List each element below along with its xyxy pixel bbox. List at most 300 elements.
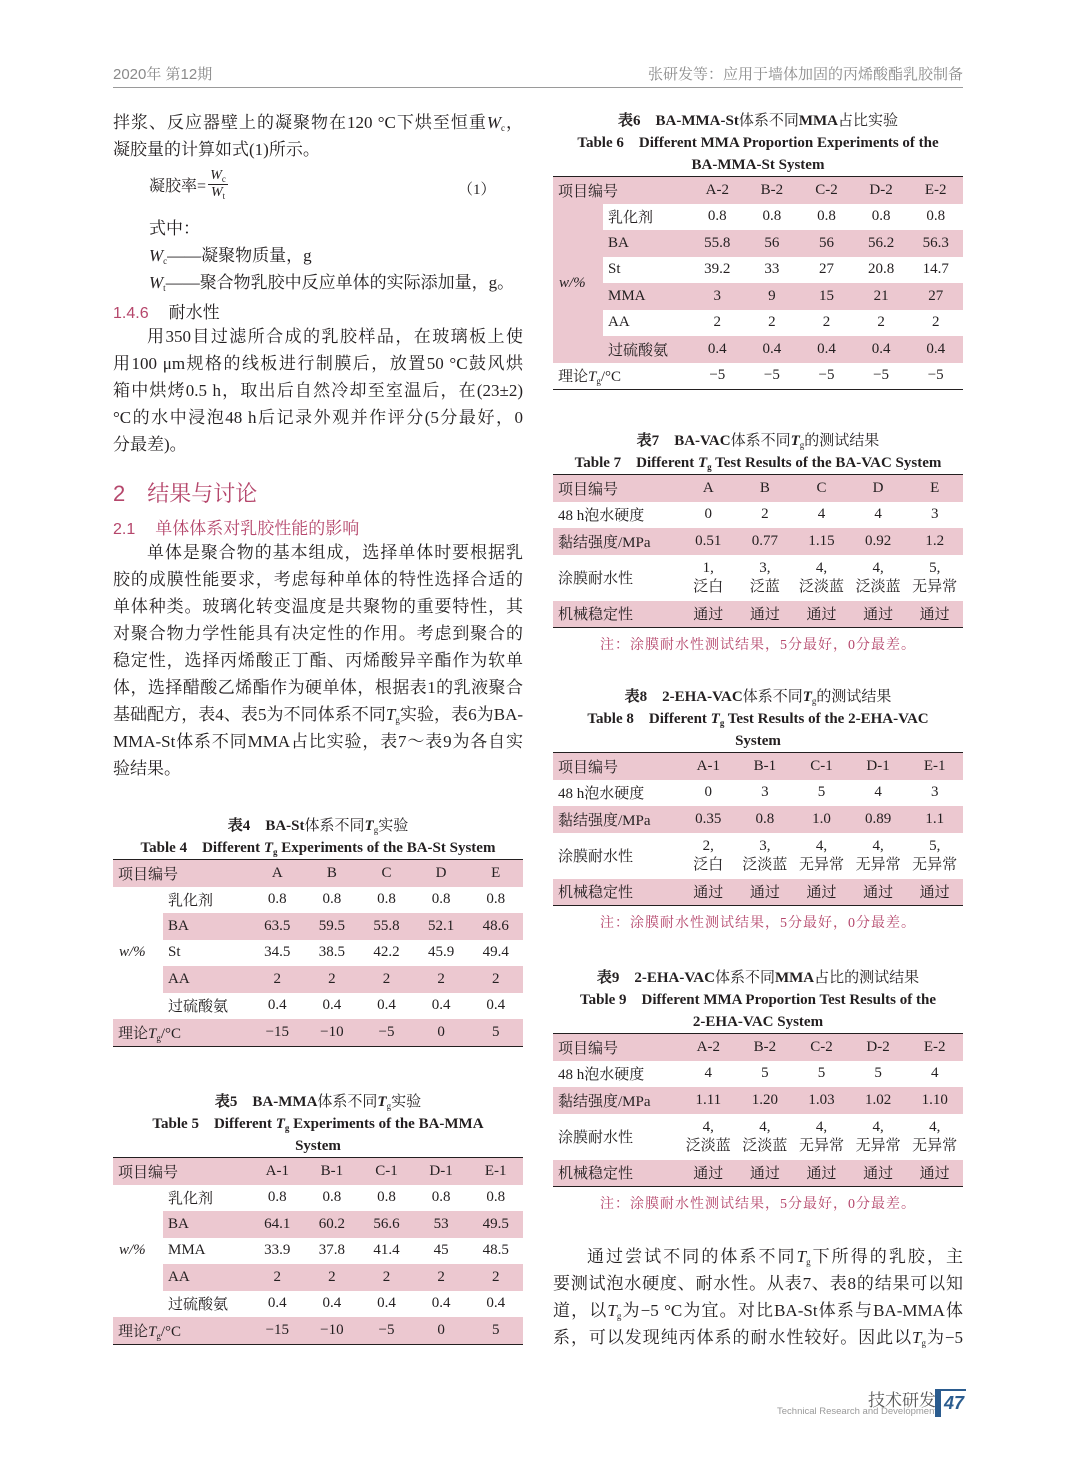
row-label: St	[168, 944, 181, 961]
text-run: 体系不同	[317, 1094, 378, 1110]
variable-symbol: T	[385, 705, 396, 724]
bold-run: MMA	[798, 113, 838, 129]
cell-value: 2	[713, 314, 722, 331]
cell-value: 0	[704, 506, 713, 523]
variable	[698, 455, 712, 471]
variable-subscript: t	[222, 191, 226, 201]
cell-value: 0.8	[322, 1189, 342, 1206]
text-run: Test Results of the BA-VAC System	[711, 455, 942, 471]
cell-value	[680, 555, 737, 601]
table-row	[553, 879, 963, 906]
cell-value: 21	[854, 283, 909, 310]
text-run: 道，以	[553, 1301, 608, 1320]
cell-value: 48.6	[468, 913, 523, 940]
table-caption-en	[113, 837, 523, 859]
cell-value: 通过	[737, 601, 794, 628]
cell-value: 0.8	[762, 208, 782, 225]
column-header: C	[793, 475, 850, 502]
cell-value: 1.0	[793, 806, 850, 833]
cell-description: 泛淡蓝	[742, 1137, 788, 1154]
text-run: 分最差)。	[113, 435, 187, 454]
variable-symbol: T	[588, 369, 597, 386]
variable-symbol: T	[148, 1323, 157, 1340]
cell-value: 0.8	[431, 1189, 451, 1206]
row-header-label: 项目编号	[113, 1158, 250, 1185]
cell-score: 4,	[815, 559, 828, 576]
cell-value: 38.5	[318, 944, 346, 961]
variable	[264, 840, 278, 856]
row-label: 乳化剂	[608, 210, 654, 227]
cell-score: 2,	[702, 837, 714, 854]
cell-score: 4,	[702, 1118, 714, 1135]
cell-value: 0.89	[850, 806, 907, 833]
text-run: Test Results of the 2-EHA-VAC	[724, 711, 929, 727]
text-run: 占比实验	[838, 113, 899, 129]
cell-value: 3	[761, 784, 769, 801]
formula-1	[149, 168, 228, 201]
bold-run: 2-EHA-VAC	[634, 970, 715, 986]
footer-section-cn: 技术研发	[868, 1391, 936, 1410]
cell-score: 1,	[702, 559, 714, 576]
variable-symbol: W	[149, 246, 164, 265]
variable-symbol: T	[796, 1247, 807, 1266]
column-header: A	[680, 475, 737, 502]
cell-value: 2	[822, 314, 831, 331]
column-header: D	[850, 475, 907, 502]
table-row	[113, 1238, 523, 1265]
cell-score: 3,	[759, 559, 771, 576]
variable	[148, 1324, 161, 1340]
text-run: System	[735, 733, 781, 749]
bold-run: 表9	[596, 970, 620, 986]
row-label: 涂膜耐水性	[558, 1130, 634, 1146]
cell-value: 0.8	[267, 891, 287, 908]
variable-subscript: g	[156, 1032, 161, 1043]
bold-run: MMA	[774, 970, 815, 986]
column-header: E-2	[908, 177, 963, 204]
cell-value: 0	[414, 1019, 469, 1046]
text-run: 对聚合物力学性能具有决定性的作用。考虑到聚合的	[113, 624, 523, 643]
text-line	[113, 647, 523, 674]
cell-value: 通过	[793, 1160, 850, 1187]
table-caption-en	[553, 154, 963, 176]
cell-value	[680, 833, 737, 879]
variable	[912, 1328, 926, 1347]
text-run: 体系不同	[714, 970, 775, 986]
column-header: B-2	[745, 177, 800, 204]
row-label	[113, 1317, 250, 1344]
row-label: 机械稳定性	[553, 1160, 680, 1187]
text-run: 通过尝试不同的体系不同	[587, 1247, 797, 1266]
cell-value: −5	[359, 1019, 414, 1046]
cell-value: 0	[704, 784, 713, 801]
cell-score: 4,	[872, 559, 884, 576]
cell-value: 1.20	[737, 1087, 794, 1114]
text-run: Table 4 Different	[140, 840, 264, 856]
cell-value: 通过	[680, 601, 737, 628]
cell-value: 3	[930, 506, 939, 523]
cell-value: 1.03	[793, 1087, 850, 1114]
row-label: 过硫酸氨	[168, 999, 229, 1016]
text-run: 式中：	[149, 219, 200, 238]
table-4	[113, 815, 523, 1047]
variable-symbol: T	[607, 1301, 617, 1320]
cell-value: 49.5	[468, 1211, 523, 1238]
table-6	[553, 110, 963, 390]
cell-value: −5	[818, 367, 835, 384]
cell-score: 4,	[815, 1118, 828, 1135]
text-run: 2-EHA-VAC System	[692, 1014, 824, 1030]
text-line	[113, 593, 523, 620]
cell-value: 通过	[850, 1160, 907, 1187]
cell-value: 0.4	[322, 1295, 342, 1312]
cell-value: 0.4	[267, 997, 287, 1014]
table-caption-cn	[553, 430, 963, 452]
cell-value: 2	[468, 966, 523, 993]
variable	[210, 168, 226, 183]
text-run: 理论	[558, 369, 589, 386]
cell-value: 2	[414, 1264, 469, 1291]
variable-subscript: g	[373, 825, 379, 835]
cell-description: 泛白	[693, 578, 724, 595]
variable-symbol: T	[148, 1025, 157, 1042]
row-header-label: 项目编号	[553, 1034, 680, 1061]
row-label: AA	[163, 966, 250, 993]
table-note: 注：涂膜耐水性测试结果，5分最好，0分最差。	[600, 1197, 916, 1212]
cell-value: 33	[764, 261, 780, 278]
equation-number: （1）	[458, 182, 496, 198]
variable-subscript: c	[163, 256, 168, 266]
data-table	[553, 752, 963, 906]
cell-value: 3	[690, 283, 745, 310]
variable-subscript: g	[707, 462, 712, 472]
cell-value: 0.92	[850, 528, 907, 555]
cell-description: 无异常	[912, 1137, 958, 1154]
cell-value: 2	[359, 966, 414, 993]
variable	[149, 246, 167, 265]
column-header: B	[305, 860, 360, 887]
cell-value: 1.15	[793, 528, 850, 555]
variable-subscript: g	[386, 1101, 392, 1111]
cell-value: −15	[250, 1317, 305, 1344]
cell-value: 56	[745, 230, 800, 257]
cell-value: 64.1	[250, 1211, 305, 1238]
column-header: C-1	[793, 753, 850, 780]
column-header: E-1	[468, 1158, 523, 1185]
cell-value: 通过	[793, 601, 850, 628]
text-run: 理论	[118, 1025, 149, 1042]
variable-symbol: T	[263, 840, 274, 856]
table-row	[553, 336, 963, 363]
text-run: 稳定性，选择丙烯酸正丁酯、丙烯酸异辛酯作为软单	[113, 651, 523, 670]
variable-symbol: T	[710, 711, 720, 727]
variable-symbol: T	[364, 818, 374, 834]
row-header-label: 项目编号	[553, 177, 690, 204]
row-label: BA	[163, 1211, 250, 1238]
variable	[386, 705, 400, 724]
table-row	[553, 204, 963, 231]
table-caption-en	[553, 730, 963, 752]
row-label: MMA	[603, 283, 690, 310]
cell-value: 9	[745, 283, 800, 310]
column-header: E	[906, 475, 963, 502]
cell-score: 5,	[929, 837, 941, 854]
section-2-1-heading	[113, 514, 359, 539]
text-line	[113, 566, 523, 593]
cell-description: 无异常	[912, 856, 958, 873]
table-caption-cn	[553, 110, 963, 132]
cell-value: 通过	[906, 879, 963, 906]
table-caption-cn	[113, 815, 523, 837]
data-table	[113, 859, 523, 1047]
row-label: 过硫酸氨	[168, 1297, 229, 1314]
table-caption-en	[113, 1135, 523, 1157]
cell-value: 0.4	[431, 1295, 451, 1312]
table-caption-en	[553, 452, 963, 474]
variable	[711, 711, 725, 727]
variable-subscript: g	[596, 376, 601, 387]
cell-value: 通过	[737, 1160, 794, 1187]
footer-row	[553, 363, 963, 390]
bold-run: 表8	[624, 689, 648, 705]
variable	[588, 369, 601, 385]
variable	[276, 1116, 290, 1132]
cell-value: 2	[468, 1264, 523, 1291]
text-line	[113, 350, 523, 377]
text-run: 体系不同	[742, 689, 803, 705]
cell-value: 52.1	[414, 913, 469, 940]
row-label: BA	[163, 913, 250, 940]
table-row	[113, 913, 523, 940]
cell-value: 0.4	[690, 336, 745, 363]
cell-value: 1.2	[906, 528, 963, 555]
column-header: B-2	[737, 1034, 794, 1061]
row-label: 黏结强度/MPa	[553, 806, 680, 833]
text-run: 凝胶量的计算如式(1)所示。	[113, 140, 320, 159]
cell-value: 0.8	[377, 1189, 396, 1206]
cell-value: 通过	[850, 601, 907, 628]
table-caption-en	[553, 989, 963, 1011]
text-run: °C的水中浸泡48 h后记录外观并作评分(5分最好，0	[113, 408, 523, 427]
text-run: 要测试泡水硬度、耐水性。从表7、表8的结果可以知	[553, 1274, 963, 1293]
cell-value: 0.4	[854, 336, 909, 363]
text-line	[113, 109, 523, 136]
header-row	[113, 860, 523, 887]
table-9	[553, 967, 963, 1213]
bold-run: 表4	[227, 818, 251, 834]
footer-row	[113, 1019, 523, 1046]
text-run: Table 8 Different	[587, 711, 711, 727]
text-run	[237, 1094, 252, 1110]
text-run: 的测试结果	[804, 433, 880, 449]
table-row	[553, 528, 963, 555]
row-label: BA	[603, 230, 690, 257]
text-line	[113, 728, 523, 755]
cell-value: 0.4	[745, 336, 800, 363]
header-rule	[113, 87, 963, 88]
text-line	[553, 1243, 963, 1270]
variable	[149, 273, 166, 292]
cell-value: 0.4	[377, 1295, 396, 1312]
table-caption-en	[553, 132, 963, 154]
row-label: AA	[163, 1264, 250, 1291]
cell-score: 4,	[929, 1118, 941, 1135]
column-header: A-1	[680, 753, 737, 780]
table-5	[113, 1091, 523, 1345]
variable-subscript: g	[719, 718, 725, 728]
table-row	[113, 1211, 523, 1238]
cell-score: 4,	[759, 1118, 771, 1135]
footer-section-en: Technical Research and Development	[777, 1406, 938, 1417]
text-run: 下所得的乳胶，主	[810, 1247, 964, 1266]
cell-value: 27	[818, 261, 834, 278]
footer-row	[113, 1317, 523, 1344]
variable-symbol: W	[210, 168, 222, 183]
cell-value	[906, 833, 963, 879]
cell-value: 1.10	[906, 1087, 963, 1114]
variable-subscript: g	[616, 1311, 622, 1321]
variable-subscript: t	[163, 283, 166, 293]
row-header-label: 项目编号	[553, 475, 680, 502]
cell-value: 2	[250, 1264, 305, 1291]
table-row	[113, 993, 523, 1020]
cell-value: 通过	[850, 879, 907, 906]
variable	[365, 818, 379, 834]
variable-symbol: W	[486, 113, 501, 132]
table-caption-en	[553, 1011, 963, 1033]
cell-description: 无异常	[855, 1137, 901, 1154]
variable-subscript: g	[811, 696, 817, 706]
table-row	[553, 833, 963, 879]
variable-subscript: g	[799, 440, 805, 450]
table-note: 注：涂膜耐水性测试结果，5分最好，0分最差。	[600, 916, 916, 931]
formula-denominator	[211, 185, 225, 201]
cell-value	[850, 555, 907, 601]
cell-value: 55.8	[690, 230, 745, 257]
cell-value: 2	[768, 314, 776, 331]
row-label: 48 h泡水硬度	[558, 508, 645, 525]
variable-subscript: g	[806, 1257, 811, 1267]
text-run: 基础配方，表4、表5为不同体系不同	[113, 705, 386, 724]
cell-value: 49.4	[482, 944, 509, 961]
cell-value: 0.4	[908, 336, 963, 363]
row-label: 机械稳定性	[553, 879, 680, 906]
cell-value: 48.5	[482, 1242, 509, 1259]
cell-value: −5	[873, 367, 890, 384]
row-label: 黏结强度/MPa	[553, 528, 680, 555]
cell-value: 通过	[906, 1160, 963, 1187]
section-2-heading	[113, 477, 257, 508]
cell-description: 泛淡蓝	[798, 578, 844, 595]
cell-value: 0.35	[680, 806, 737, 833]
text-run: 用100 μm规格的线板进行制膜后，放置50 °C鼓风烘	[113, 354, 523, 373]
cell-value	[850, 833, 907, 879]
text-line	[113, 136, 523, 163]
text-run: Experiments of the BA-St System	[277, 840, 496, 856]
header-row	[553, 1034, 963, 1061]
text-run: ——凝聚物质量，g	[167, 246, 312, 265]
cell-value: −5	[709, 367, 726, 384]
column-header: D-2	[850, 1034, 907, 1061]
cell-value: 45	[433, 1242, 449, 1259]
data-table	[113, 1157, 523, 1345]
cell-score: 4,	[815, 837, 828, 854]
variable-symbol: W	[149, 273, 164, 292]
bold-run: BA-MMA-St	[655, 113, 739, 129]
cell-value: 通过	[793, 879, 850, 906]
text-run: 用350目过滤所合成的乳胶样品，在玻璃板上使	[147, 327, 523, 346]
cell-value: 0.77	[737, 528, 794, 555]
cell-value: 41.4	[373, 1242, 400, 1259]
text-run: System	[295, 1138, 341, 1154]
cell-value	[906, 1114, 963, 1160]
column-header: C-2	[799, 177, 854, 204]
text-line	[113, 539, 523, 566]
text-run: 单体种类。玻璃化转变温度是共聚物的重要特性，其	[113, 597, 523, 616]
variable-symbol: T	[697, 455, 708, 471]
cell-value: 0.4	[799, 336, 854, 363]
table-8	[553, 686, 963, 932]
text-line	[113, 431, 523, 458]
cell-value: 56.2	[854, 230, 909, 257]
table-caption-cn	[553, 967, 963, 989]
table-row	[553, 1114, 963, 1160]
table-row	[553, 1087, 963, 1114]
column-header: C	[359, 860, 414, 887]
variable	[487, 113, 505, 132]
group-label: w/%	[553, 204, 603, 363]
cell-value: 0.8	[707, 208, 727, 225]
table-caption-en	[553, 708, 963, 730]
cell-value: 通过	[737, 879, 794, 906]
cell-value	[793, 1114, 850, 1160]
cell-value: 通过	[680, 1160, 737, 1187]
column-header: C-2	[793, 1034, 850, 1061]
cell-value: 4	[930, 1065, 939, 1082]
cell-description: 无异常	[912, 578, 958, 595]
text-run	[619, 970, 634, 986]
cell-value: 0	[414, 1317, 469, 1344]
variable-symbol: T	[802, 689, 812, 705]
text-line	[113, 377, 523, 404]
section-title: 耐水性	[168, 303, 220, 322]
cell-value: 33.9	[264, 1242, 291, 1259]
cell-value: 53	[414, 1211, 469, 1238]
table-7	[553, 430, 963, 654]
column-header: C-1	[359, 1158, 414, 1185]
variable-symbol: W	[210, 185, 223, 200]
cell-value: 5	[874, 1065, 882, 1082]
text-run	[250, 818, 265, 834]
cell-value: 27	[908, 283, 963, 310]
text-run: 拌浆、反应器壁上的凝聚物在120 °C下烘至恒重	[113, 113, 487, 132]
cell-value: 0.8	[737, 806, 794, 833]
cell-value: 2	[414, 966, 469, 993]
table-row	[113, 1291, 523, 1318]
text-run: ，	[505, 113, 523, 132]
bold-run: BA-St	[265, 818, 305, 834]
cell-value: 5	[468, 1019, 523, 1046]
cell-value	[793, 833, 850, 879]
cell-value: 20.8	[867, 261, 895, 278]
text-run: Table 5 Different	[152, 1116, 276, 1132]
cell-value	[680, 1114, 737, 1160]
cell-description: 无异常	[798, 1137, 844, 1154]
row-label: St	[608, 261, 621, 278]
text-line	[113, 323, 523, 350]
text-run: ——聚合物乳胶中反应单体的实际添加量，g。	[165, 273, 515, 292]
table-row	[553, 806, 963, 833]
